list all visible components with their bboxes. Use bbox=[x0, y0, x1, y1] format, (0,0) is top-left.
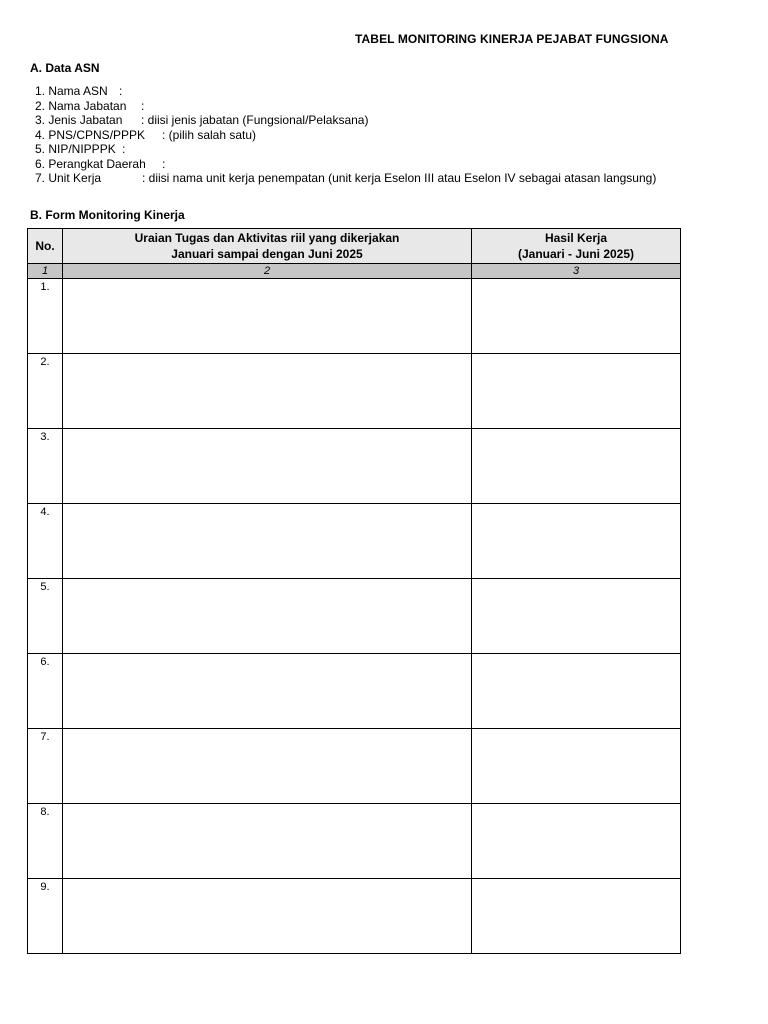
table-row bbox=[28, 804, 681, 879]
field-label: 5. NIP/NIPPPK bbox=[35, 142, 116, 156]
section-b-heading: B. Form Monitoring Kinerja bbox=[30, 208, 185, 222]
table-row bbox=[28, 354, 681, 429]
tasks-cell[interactable] bbox=[63, 879, 472, 954]
field-label: 6. Perangkat Daerah bbox=[35, 156, 146, 171]
result-cell[interactable] bbox=[472, 654, 681, 729]
result-cell[interactable] bbox=[472, 354, 681, 429]
result-cell[interactable] bbox=[472, 579, 681, 654]
field-label: 1. Nama ASN bbox=[35, 84, 108, 98]
document-title: TABEL MONITORING KINERJA PEJABAT FUNGSIONA bbox=[355, 32, 669, 46]
tasks-cell[interactable] bbox=[63, 504, 472, 579]
column-index: 1 bbox=[28, 264, 63, 279]
row-number: 4. bbox=[28, 504, 63, 579]
row-number: 8. bbox=[28, 804, 63, 879]
header-no: No. bbox=[28, 229, 63, 264]
result-cell[interactable] bbox=[472, 504, 681, 579]
field-label: 3. Jenis Jabatan bbox=[35, 113, 123, 127]
tasks-cell[interactable] bbox=[63, 729, 472, 804]
row-number: 7. bbox=[28, 729, 63, 804]
tasks-cell[interactable] bbox=[63, 429, 472, 504]
table-row bbox=[28, 279, 681, 354]
table-row bbox=[28, 729, 681, 804]
header-tasks-line1: Uraian Tugas dan Aktivitas riil yang dikerjakan bbox=[134, 231, 400, 245]
table-header-row bbox=[28, 229, 681, 264]
field-value[interactable]: : (pilih salah satu) bbox=[162, 127, 257, 142]
row-number: 2. bbox=[28, 354, 63, 429]
result-cell[interactable] bbox=[472, 879, 681, 954]
result-cell[interactable] bbox=[472, 729, 681, 804]
table-row bbox=[28, 654, 681, 729]
tasks-cell[interactable] bbox=[63, 279, 472, 354]
header-tasks-line2: Januari sampai dengan Juni 2025 bbox=[171, 247, 363, 261]
column-index: 2 bbox=[63, 264, 472, 279]
field-value[interactable]: : bbox=[122, 142, 126, 156]
tasks-cell[interactable] bbox=[63, 579, 472, 654]
row-number: 5. bbox=[28, 579, 63, 654]
result-cell[interactable] bbox=[472, 804, 681, 879]
field-label: 7. Unit Kerja bbox=[35, 171, 102, 185]
field-value[interactable]: : diisi jenis jabatan (Fungsional/Pelaksana) bbox=[141, 113, 369, 127]
field-value[interactable]: : bbox=[141, 98, 145, 113]
field-label: 2. Nama Jabatan bbox=[35, 98, 127, 113]
section-a-heading: A. Data ASN bbox=[30, 61, 100, 75]
header-result-line2: (Januari - Juni 2025) bbox=[517, 247, 635, 261]
table-row bbox=[28, 579, 681, 654]
table-row bbox=[28, 879, 681, 954]
column-index: 3 bbox=[472, 264, 681, 279]
field-value[interactable]: : bbox=[119, 84, 123, 98]
monitoring-table bbox=[27, 228, 681, 954]
row-number: 1. bbox=[28, 279, 63, 354]
result-cell[interactable] bbox=[472, 429, 681, 504]
tasks-cell[interactable] bbox=[63, 354, 472, 429]
row-number: 6. bbox=[28, 654, 63, 729]
row-number: 3. bbox=[28, 429, 63, 504]
header-tasks bbox=[63, 229, 472, 264]
result-cell[interactable] bbox=[472, 279, 681, 354]
header-result-line1: Hasil Kerja bbox=[544, 231, 608, 245]
table-row bbox=[28, 504, 681, 579]
field-value[interactable]: : bbox=[162, 156, 166, 171]
table-row bbox=[28, 429, 681, 504]
field-label: 4. PNS/CPNS/PPPK bbox=[35, 127, 146, 142]
column-index-row bbox=[28, 264, 681, 279]
tasks-cell[interactable] bbox=[63, 654, 472, 729]
tasks-cell[interactable] bbox=[63, 804, 472, 879]
row-number: 9. bbox=[28, 879, 63, 954]
field-value[interactable]: : diisi nama unit kerja penempatan (unit kerja Eselon III atau Eselon IV sebagai atasan langsung) bbox=[142, 171, 657, 185]
header-result bbox=[472, 229, 681, 264]
